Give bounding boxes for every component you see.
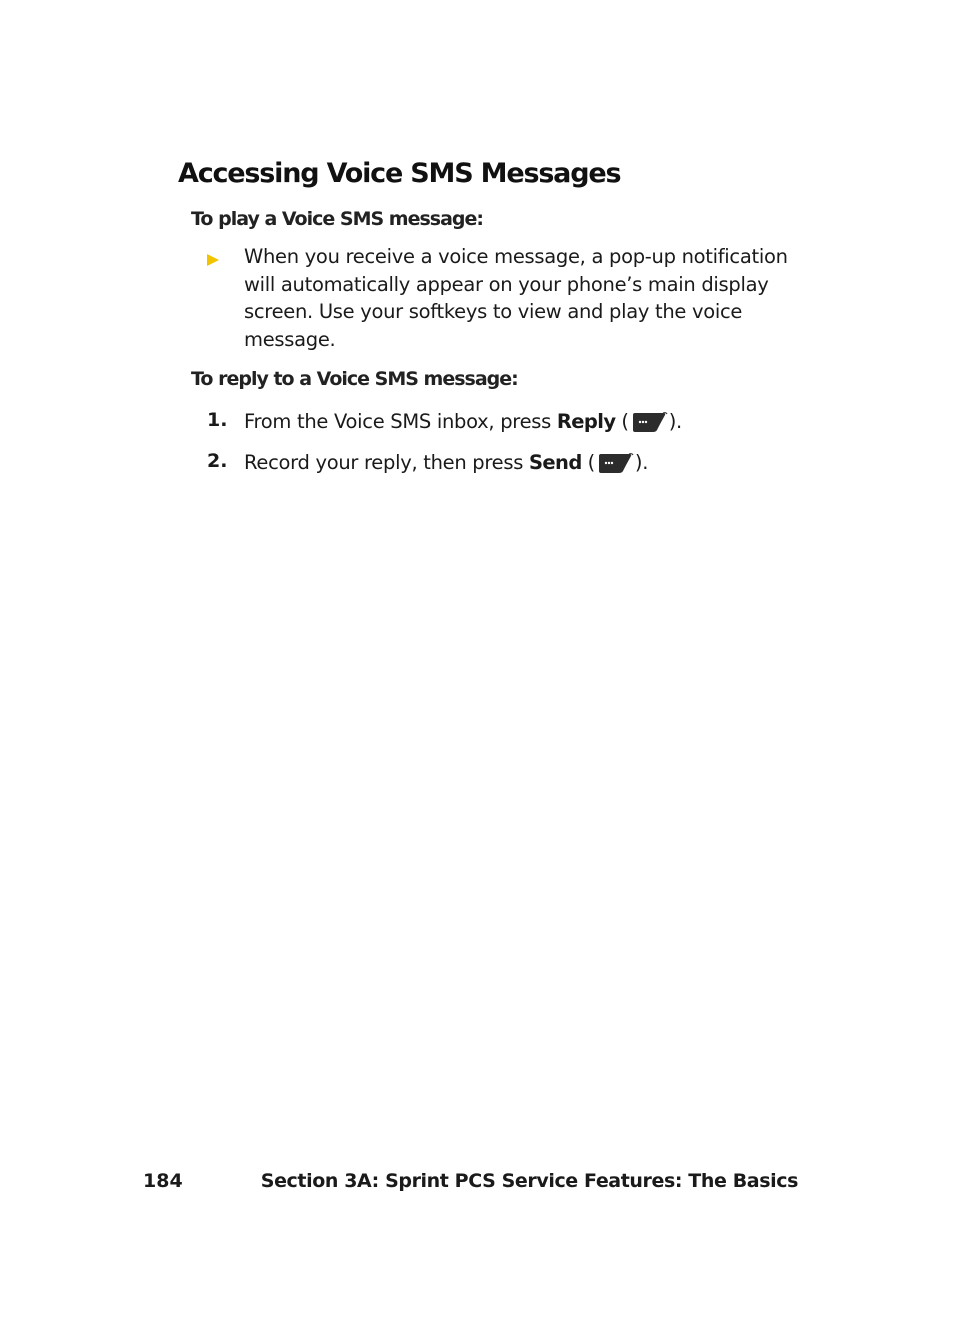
step-number: 1. (207, 409, 228, 431)
paren-close: ). (634, 451, 649, 474)
step-reply (244, 408, 804, 436)
left-softkey-icon (596, 451, 634, 475)
step-text: Record your reply, then press (244, 451, 529, 474)
key-label-send: Send (528, 451, 582, 474)
step-number: 2. (207, 450, 228, 472)
page-number: 184 (143, 1170, 183, 1192)
page-title: Accessing Voice SMS Messages (178, 158, 621, 189)
paren-open: ( (615, 410, 629, 433)
left-softkey-icon (630, 410, 668, 434)
step-send (244, 449, 804, 477)
section-title: Section 3A: Sprint PCS Service Features: The Basics (260, 1170, 798, 1192)
paren-close: ). (668, 410, 682, 433)
paren-open: ( (581, 451, 595, 474)
play-heading: To play a Voice SMS message: (191, 208, 483, 230)
step-text: From the Voice SMS inbox, press (244, 410, 557, 433)
key-label-reply: Reply (556, 410, 616, 433)
reply-heading: To reply to a Voice SMS message: (191, 368, 518, 390)
triangle-arrow-icon (207, 254, 219, 266)
play-instruction: When you receive a voice message, a pop-up notification will automatically appear on your phone’s main display screen. Use your softkeys to view and play the voice message. (244, 245, 788, 352)
